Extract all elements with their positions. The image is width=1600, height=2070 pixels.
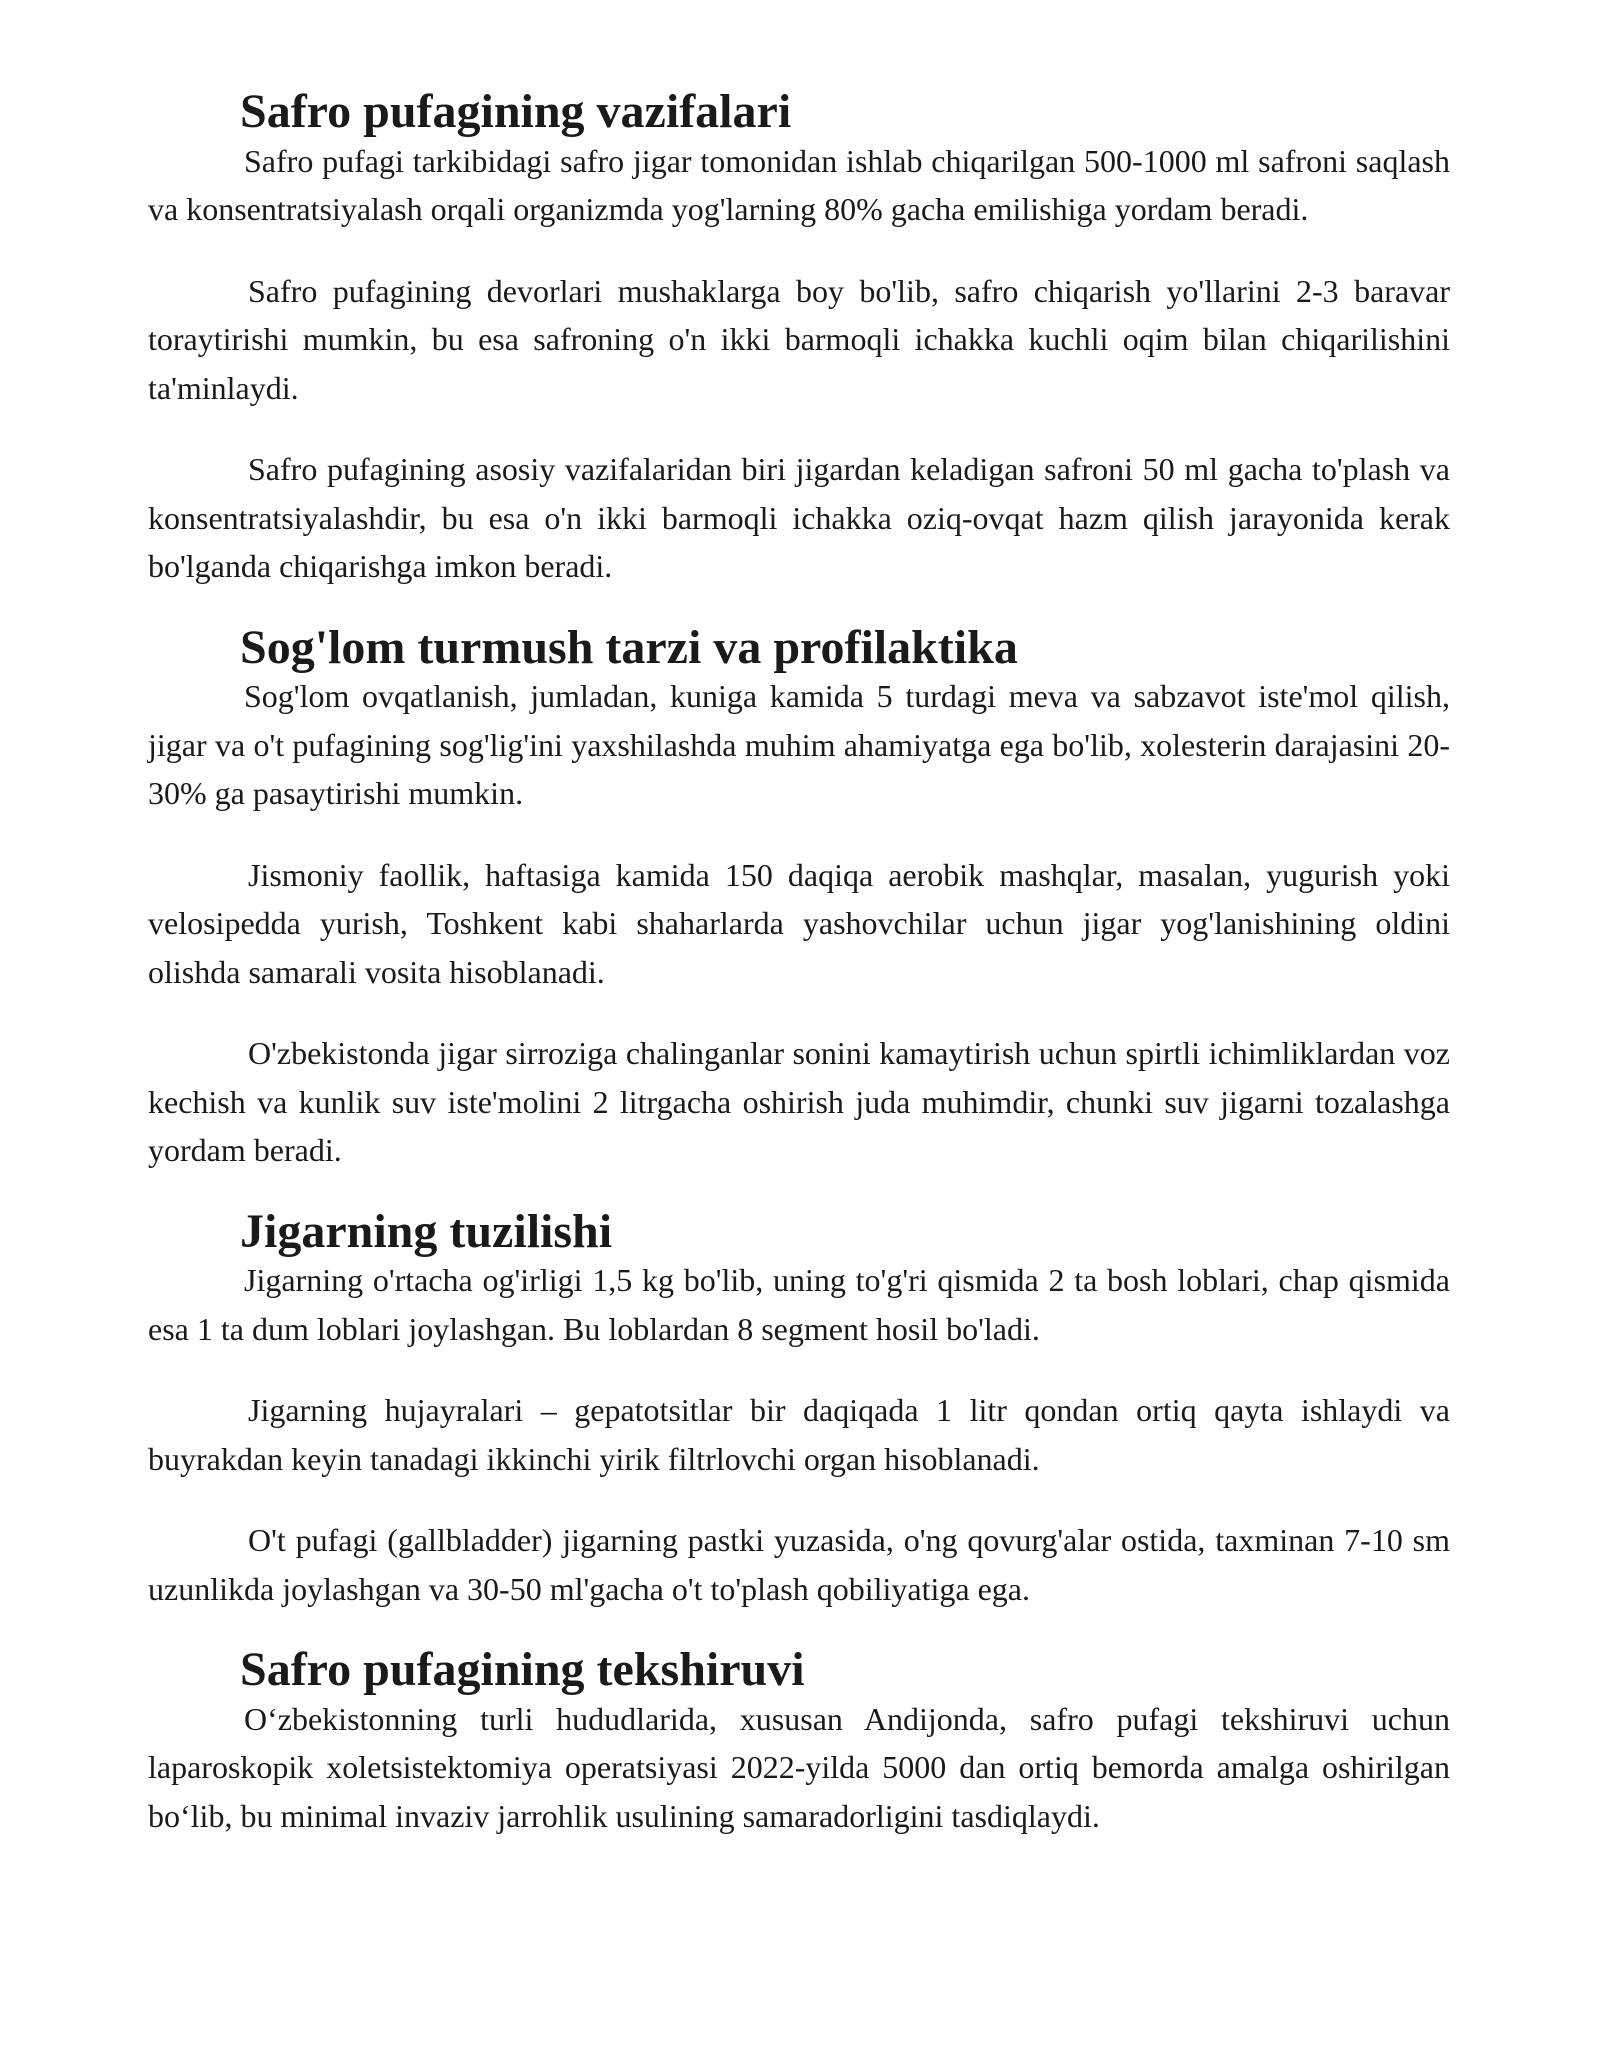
- section-heading-liver-structure: Jigarning tuzilishi: [240, 1204, 613, 1258]
- paragraph: Safro pufagining devorlari mushaklarga boy bo'lib, safro chiqarish yo'llarini 2-3 baravar toraytirishi mumkin, bu esa safroning o'n ikki barmoqli ichakka kuchli oqim bilan chiqarilishini ta'minlaydi.: [148, 272, 1450, 406]
- paragraph: O‘zbekistonning turli hududlarida, xususan Andijonda, safro pufagi tekshiruvi uchun laparoskopik xoletsistektomiya operatsiyasi 2022-yilda 5000 dan ortiq bemorda amalga oshirilgan bo‘lib, bu minimal invaziv jarrohlik usulining samaradorligini tasdiqlaydi.: [148, 1700, 1450, 1834]
- document-page: [148, 85, 1450, 1840]
- section-heading-gallbladder-functions: Safro pufagining vazifalari: [240, 85, 792, 138]
- paragraph: O'zbekistonda jigar sirroziga chalinganlar sonini kamaytirish uchun spirtli ichimliklardan voz kechish va kunlik suv iste'molini 2 litrgacha oshirish juda muhimdir, chunki suv jigarni tozalashga yordam beradi.: [148, 1035, 1450, 1168]
- paragraph: O't pufagi (gallbladder) jigarning pastki yuzasida, o'ng qovurg'alar ostida, taxminan 7-10 sm uzunlikda joylashgan va 30-50 ml'gacha o't to'plash qobiliyatiga ega.: [148, 1522, 1450, 1607]
- section-heading-gallbladder-examination: Safro pufagining tekshiruvi: [240, 1643, 805, 1696]
- paragraph: Safro pufagi tarkibidagi safro jigar tomonidan ishlab chiqarilgan 500-1000 ml safroni saqlash va konsentratsiyalash orqali organizmda yog'larning 80% gacha emilishiga yordam beradi.: [148, 142, 1450, 227]
- paragraph: Sog'lom ovqatlanish, jumladan, kuniga kamida 5 turdagi meva va sabzavot iste'mol qilish, jigar va o't pufagining sog'lig'ini yaxshilashda muhim ahamiyatga ega bo'lib, xolesterin darajasini 20-30% ga pasaytirishi mumkin.: [148, 678, 1450, 811]
- paragraph: Safro pufagining asosiy vazifalaridan biri jigardan keladigan safroni 50 ml gacha to'plash va konsentratsiyalashdir, bu esa o'n ikki barmoqli ichakka oziq-ovqat hazm qilish jarayonida kerak bo'lganda chiqarishga imkon beradi.: [148, 451, 1450, 584]
- paragraph: Jigarning hujayralari – gepatotsitlar bir daqiqada 1 litr qondan ortiq qayta ishlaydi va buyrakdan keyin tanadagi ikkinchi yirik filtrlovchi organ hisoblanadi.: [148, 1392, 1450, 1477]
- paragraph: Jismoniy faollik, haftasiga kamida 150 daqiqa aerobik mashqlar, masalan, yugurish yoki velosipedda yurish, Toshkent kabi shaharlarda yashovchilar uchun jigar yog'lanishining oldini olishda samarali vosita hisoblanadi.: [148, 856, 1450, 990]
- section-heading-healthy-lifestyle: Sog'lom turmush tarzi va profilaktika: [240, 620, 1018, 674]
- paragraph: Jigarning o'rtacha og'irligi 1,5 kg bo'lib, uning to'g'ri qismida 2 ta bosh loblari, chap qismida esa 1 ta dum loblari joylashgan. Bu loblardan 8 segment hosil bo'ladi.: [148, 1262, 1450, 1347]
